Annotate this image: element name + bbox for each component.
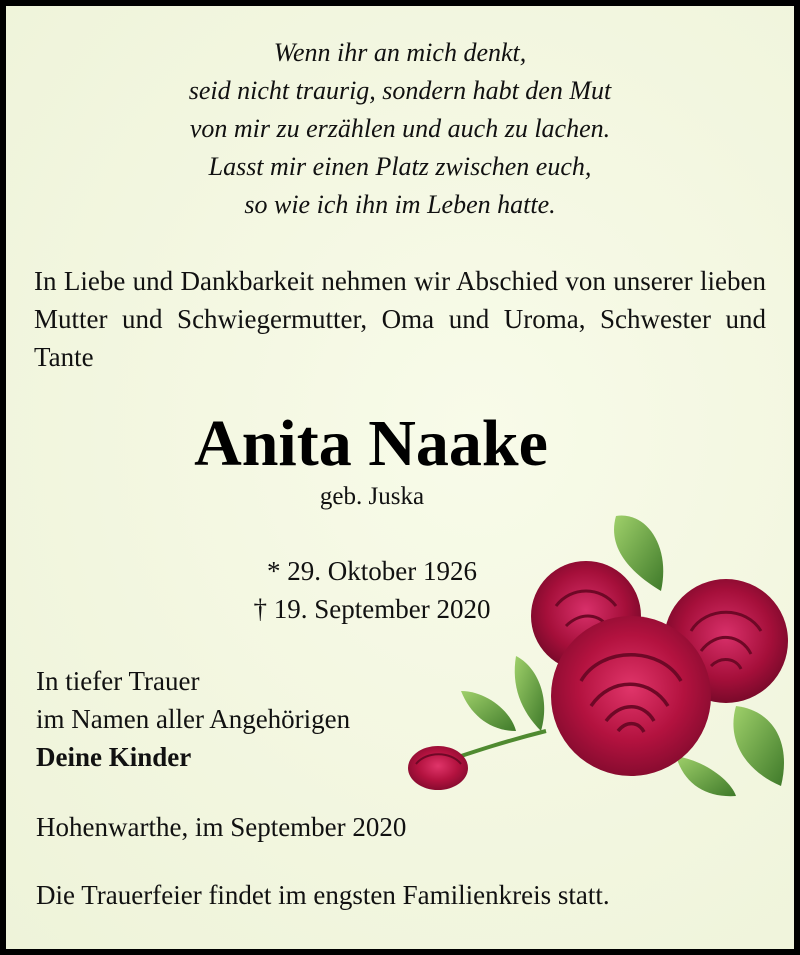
mourning-line: im Namen aller Angehörigen: [36, 704, 351, 734]
poem-line: Lasst mir einen Platz zwischen euch,: [208, 152, 592, 181]
poem-line: von mir zu erzählen und auch zu lachen.: [189, 114, 611, 143]
poem: [6, 34, 794, 224]
poem-line: seid nicht traurig, sondern habt den Mut: [188, 76, 612, 105]
obituary-card: [6, 6, 794, 949]
farewell-text: In Liebe und Dankbarkeit nehmen wir Abschied von unserer lieben Mutter und Schwiegermutter, Oma und Uroma, Schwester und Tante: [34, 266, 766, 372]
deceased-name: Anita Naake: [194, 407, 548, 480]
mourning-line: In tiefer Trauer: [36, 666, 200, 696]
place-date: Hohenwarthe, im September 2020: [36, 812, 407, 842]
signature: Deine Kinder: [36, 742, 192, 772]
funeral-note: Die Trauerfeier findet im engsten Familienkreis statt.: [36, 880, 610, 910]
poem-line: so wie ich ihn im Leben hatte.: [244, 190, 556, 219]
maiden-name: geb. Juska: [319, 483, 425, 510]
birth-date: * 29. Oktober 1926: [267, 556, 477, 586]
mourning-block: [36, 662, 456, 776]
death-date: † 19. September 2020: [253, 594, 491, 624]
poem-line: Wenn ihr an mich denkt,: [273, 38, 527, 67]
